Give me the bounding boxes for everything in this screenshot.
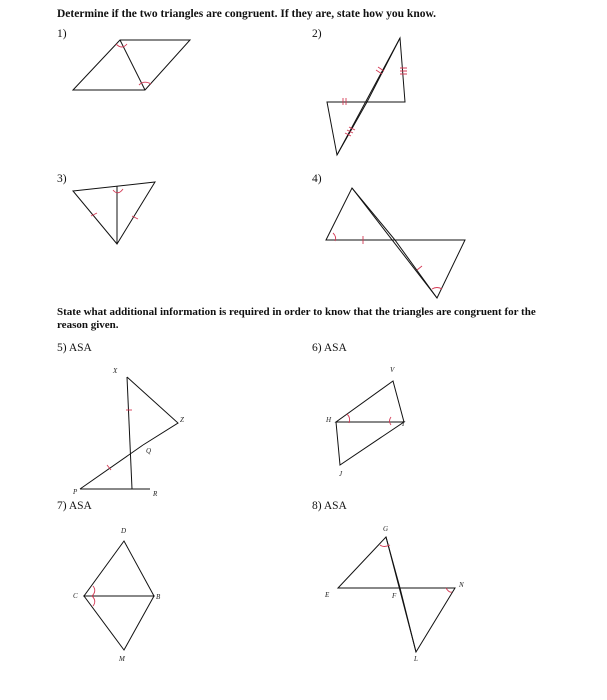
p6-angle-mark-i <box>390 417 392 425</box>
problem-8-figure <box>338 537 455 652</box>
section1-heading: Determine if the two triangles are congruent. If they are, state how you know. <box>57 8 437 20</box>
p6-label-v: V <box>390 366 395 374</box>
p2-tick-top-right <box>400 68 407 74</box>
problem-6-figure <box>336 381 404 465</box>
p5-label-p: P <box>73 488 78 496</box>
p7-label-c: C <box>73 592 78 600</box>
p7-angle-mark-bottom <box>92 596 95 606</box>
problem-2-figure <box>327 38 407 155</box>
p8-label-n: N <box>459 581 464 589</box>
problem-3-figure <box>73 182 155 244</box>
p5-label-x: X <box>113 367 118 375</box>
problem-3-number: 3) <box>57 173 67 185</box>
p8-label-f: F <box>392 592 397 600</box>
p5-label-r: R <box>153 490 158 498</box>
p6-triangle-top <box>336 381 404 422</box>
p8-triangle-left <box>338 537 400 588</box>
p8-triangle-right <box>400 588 455 652</box>
p7-label-d: D <box>121 527 127 535</box>
p5-label-q: Q <box>146 447 152 455</box>
p6-label-h: H <box>326 416 332 424</box>
p4-triangle-left <box>326 188 395 240</box>
p5-segment-xr <box>127 377 132 489</box>
p7-label-m: M <box>119 655 125 663</box>
problem-1-figure <box>73 40 190 90</box>
p4-transversal <box>352 188 437 298</box>
section2-heading: State what additional information is required in order to know that the triangles are congruent for the reason given. <box>57 306 536 331</box>
problem-8-number: 8) ASA <box>312 500 347 512</box>
problem-6-number: 6) ASA <box>312 342 347 354</box>
p6-triangle-bottom <box>336 422 404 465</box>
problem-1-number: 1) <box>57 28 67 40</box>
p2-triangle-top <box>367 38 405 102</box>
p6-label-j: J <box>339 470 343 478</box>
problem-5-figure <box>80 377 178 489</box>
p2-tick-bottom-side <box>345 127 355 136</box>
p7-angle-mark-top <box>92 586 95 596</box>
p8-label-g: G <box>383 525 389 533</box>
p5-segment-pq <box>80 445 143 489</box>
p2-transversal <box>337 38 400 155</box>
p7-label-b: B <box>156 593 161 601</box>
p8-label-l: L <box>414 655 418 663</box>
problem-2-number: 2) <box>312 28 322 40</box>
p4-angle-mark-right <box>432 288 442 290</box>
p3-angle-mark-top <box>113 189 123 193</box>
problem-5-number: 5) ASA <box>57 342 92 354</box>
p1-parallelogram <box>73 40 190 90</box>
p8-label-e: E <box>325 591 330 599</box>
p6-label-i: I <box>402 420 405 428</box>
p1-diagonal <box>120 40 145 90</box>
p8-angle-mark-n <box>446 588 452 592</box>
p1-angle-mark-top <box>116 44 127 47</box>
problem-7-figure <box>84 541 154 650</box>
p5-label-z: Z <box>180 416 184 424</box>
p5-triangle-xzq <box>127 377 178 445</box>
p8-transversal <box>386 537 416 652</box>
p2-tick-top-left <box>376 67 384 74</box>
problem-7-number: 7) ASA <box>57 500 92 512</box>
p4-tick-side <box>417 266 422 270</box>
problem-4-number: 4) <box>312 173 322 185</box>
problem-4-figure <box>326 188 465 298</box>
